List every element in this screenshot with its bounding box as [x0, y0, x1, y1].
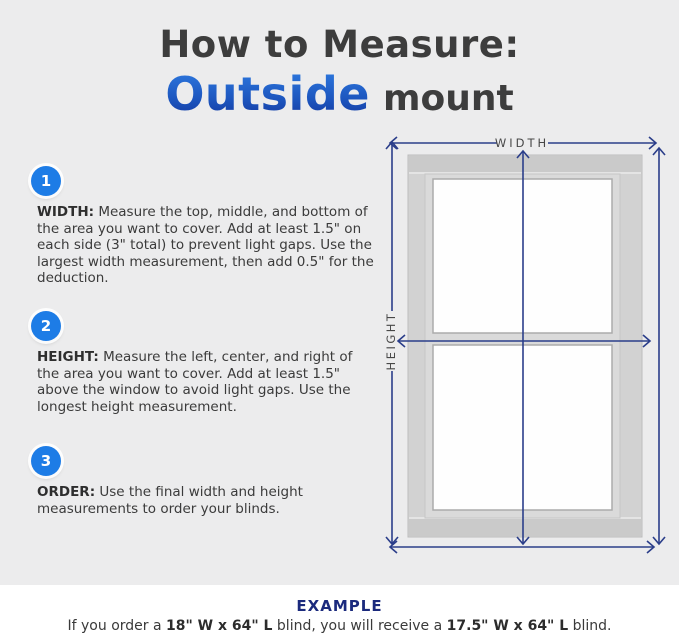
- step-1-number-badge: [31, 166, 61, 196]
- window-illustration: [408, 155, 642, 537]
- example-footer: [0, 585, 679, 644]
- step-1-text: Measure the top, middle, and bottom of the area you want to cover. Add at least 1.5" on each side (3" total) to prevent light gaps. Use the largest width measurement, then add 0.5" for the deduction.: [37, 204, 374, 286]
- example-prefix: If you order a: [67, 618, 167, 634]
- title-line2: [0, 67, 679, 121]
- window-measure-diagram: [370, 125, 675, 560]
- step-3: [30, 446, 378, 517]
- step-2-number: 2: [40, 317, 52, 335]
- step-3-text: Use the final width and height measurements to order your blinds.: [37, 484, 303, 517]
- example-suffix: blind.: [568, 618, 612, 634]
- step-3-lead: ORDER:: [37, 484, 96, 500]
- title-mount: mount: [382, 78, 514, 119]
- window-head-band: [409, 156, 641, 172]
- step-1-lead: WIDTH:: [37, 204, 95, 220]
- step-2-text: Measure the left, center, and right of the area you want to cover. Add at least 1.5" above the window to avoid light gaps. Use the longest height measurement.: [37, 349, 353, 415]
- title-accent-outside: Outside: [165, 67, 370, 121]
- step-2-number-badge: [31, 311, 61, 341]
- step-1: [30, 166, 378, 287]
- step-3-paragraph: [37, 484, 378, 517]
- step-2-lead: HEIGHT:: [37, 349, 99, 365]
- title-block: [0, 23, 679, 121]
- example-heading: EXAMPLE: [296, 597, 383, 615]
- step-2-paragraph: [37, 349, 378, 415]
- step-3-number: 3: [40, 452, 52, 470]
- window-sill-band: [409, 519, 641, 536]
- step-3-number-badge: [31, 446, 61, 476]
- step-2: [30, 311, 378, 415]
- example-ordered-size: 18" W x 64" L: [166, 618, 273, 634]
- height-arrow-label: HEIGHT: [384, 311, 398, 371]
- right-vertical-arrow: [653, 148, 665, 544]
- title-line1: How to Measure:: [159, 23, 520, 66]
- example-middle: blind, you will receive a: [272, 618, 447, 634]
- width-arrow-label: WIDTH: [494, 136, 550, 150]
- step-1-paragraph: [37, 204, 378, 287]
- step-1-number: 1: [40, 172, 52, 190]
- example-received-size: 17.5" W x 64" L: [446, 618, 569, 634]
- example-sentence: [0, 618, 679, 634]
